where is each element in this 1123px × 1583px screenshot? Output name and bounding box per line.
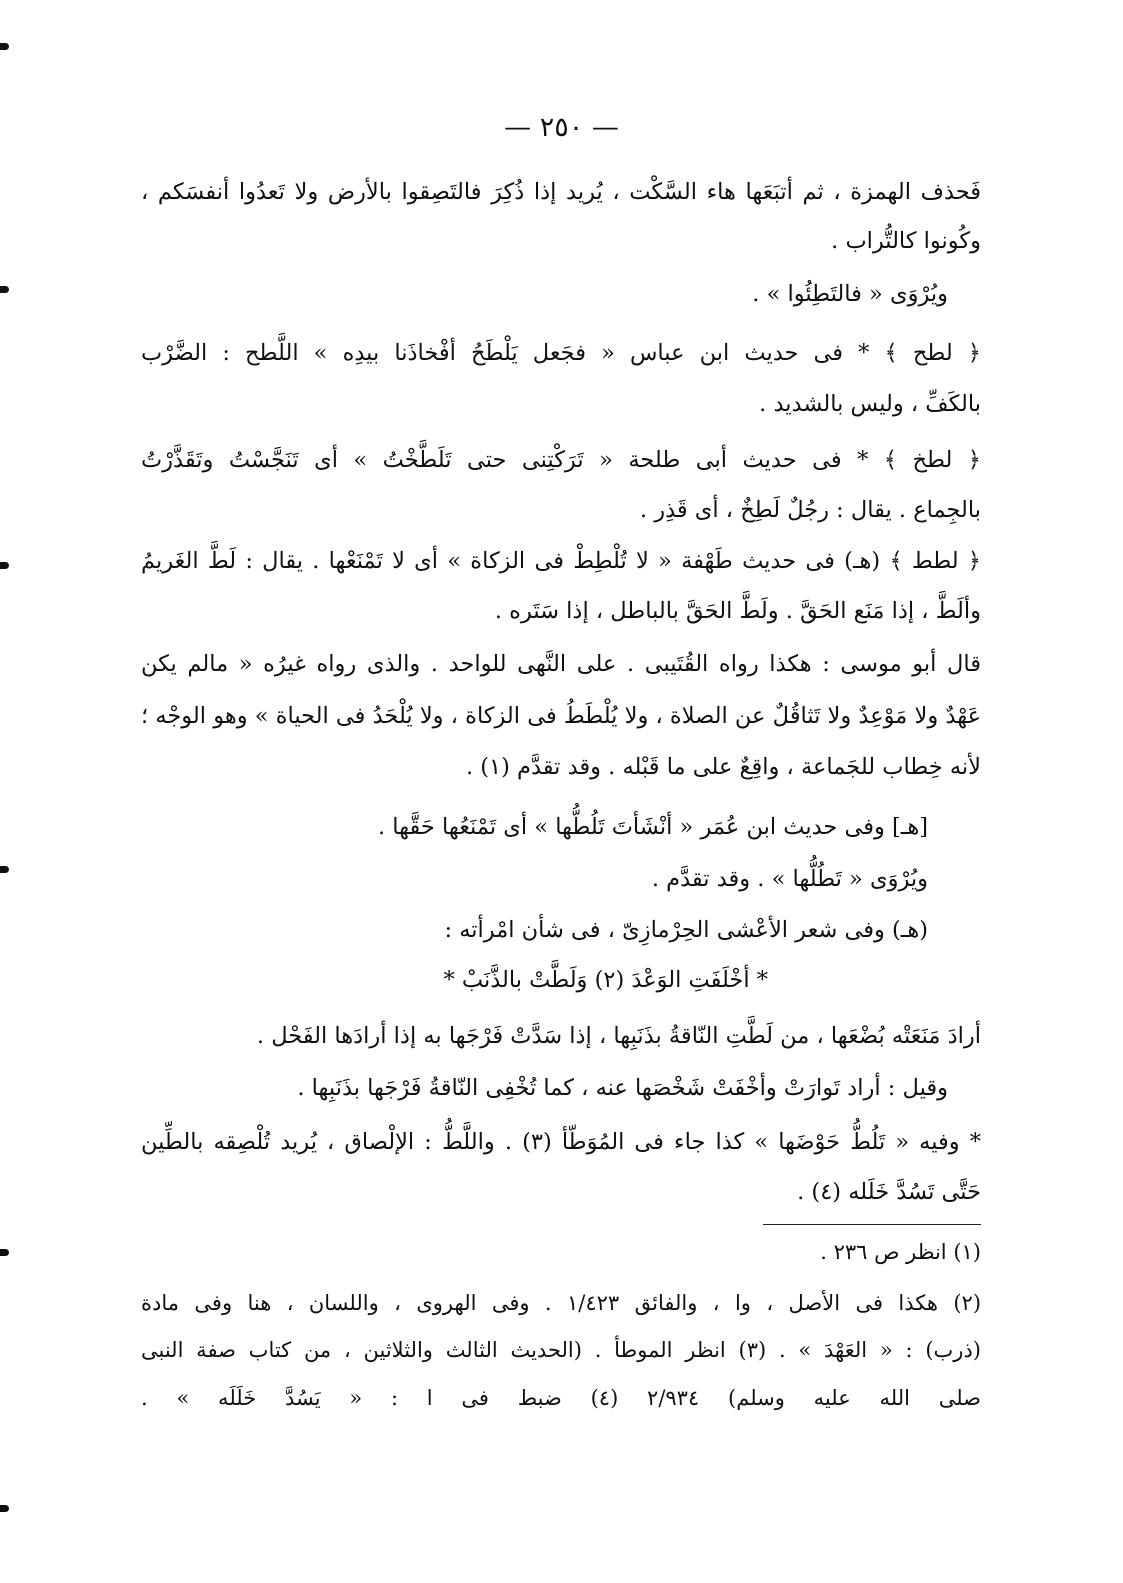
text-line: حَتَّى تَسُدَّ خَلَله (٤) . — [797, 1179, 981, 1205]
text-line: * وفيه « تَلُطُّ حَوْضَها » كذا جاء فى المُوَطّأ (٣) . واللَّطُّ : الإلْصاق ، يُريد تُلْصِقه بالطِّين — [141, 1129, 982, 1155]
text-line: أرادَ مَنَعَتْه بُضْعَها ، من لَطَّتِ النّاقةُ بذَنَبِها ، إذا سَدَّتْ فَرْجَها به إذا أرادَها الفَحْل . — [256, 1023, 981, 1049]
margin-mark — [0, 866, 9, 873]
footnote: (١) انظر ص ٢٣٦ . — [820, 1240, 981, 1264]
text-line: بالجِماع . يقال : رجُلٌ لَطِخٌ ، أى قَذِر . — [639, 497, 981, 523]
text-line: ويُرْوَى « تَطُلُّها » . وقد تقدَّم . — [651, 866, 928, 892]
page-number: — ٢٥٠ — — [504, 112, 619, 143]
entry-lth-line: ﴿ لطح ﴾ * فى حديث ابن عباس « فجَعل يَلْطَحُ أفْخاذَنا بيدِه » اللَّطح : الضَّرْب — [141, 340, 981, 366]
text-line: وكُونوا كالتُّراب . — [831, 228, 981, 254]
footnote: (٢) هكذا فى الأصل ، وا ، والفائق ١/٤٢٣ . وفى الهروى ، واللسان ، هنا وفى مادة — [141, 1291, 982, 1315]
text-line: فَحذف الهمزة ، ثم أتبَعَها هاء السَّكْت ، يُريد إذا ذُكِرَ فالتَصِقوا بالأرض ولا تَعدُوا أنفسَكم ، — [141, 179, 981, 205]
margin-mark — [0, 43, 9, 50]
text-line: عَهْدٌ ولا مَوْعِدٌ ولا تَثاقُلٌ عن الصلاة ، ولا يُلْطَطُ فى الزكاة ، ولا يُلْحَدُ فى الحياة » وهو الوجْه ؛ — [141, 703, 981, 729]
text-line: ويُرْوَى « فالتَطِئُوا » . — [752, 281, 948, 307]
margin-mark — [0, 286, 9, 293]
text-line: [هـ] وفى حديث ابن عُمَر « أنْشَأتَ تَلُطُّها » أى تَمْنَعُها حَقَّها . — [378, 814, 928, 840]
text-line: بالكَفِّ ، وليس بالشديد . — [759, 391, 981, 417]
footnote-divider — [763, 1224, 981, 1225]
entry-ltkh-line: ﴿ لطخ ﴾ * فى حديث أبى طلحة « تَرَكْتِنى حتى تَلَطَّخْتُ » أى تَنَجَّسْتُ وتَقَذَّرْتُ — [141, 447, 981, 473]
text-line: وقيل : أراد تَوارَتْ وأخْفَتْ شَخْصَها عنه ، كما تُخْفِى النّاقةُ فَرْجَها بذَنَبِها . — [297, 1075, 948, 1101]
margin-mark — [0, 1505, 9, 1512]
text-line: (هـ) وفى شعر الأعْشى الحِرْمازِىّ ، فى شأن امْرأته : — [444, 917, 928, 943]
margin-mark — [0, 1249, 9, 1256]
footnote: (ذرب) : « العَهْدَ » . (٣) انظر الموطأ . (الحديث الثالث والثلاثين ، من كتاب صفة النبى — [141, 1338, 981, 1362]
margin-mark — [0, 562, 9, 569]
verse-line: * أخْلَفَتِ الوَعْدَ (٢) وَلَطَّتْ بالذَّنَبْ * — [443, 967, 768, 993]
footnote: صلى الله عليه وسلم) ٢/٩٣٤ (٤) ضبط فى ا : « يَسُدَّ خَلَلَه » . — [141, 1386, 981, 1410]
text-line: لأنه خِطاب للجَماعة ، واقِعٌ على ما قَبْله . وقد تقدَّم (١) . — [465, 754, 981, 780]
text-line: وألَطَّ ، إذا مَنَع الحَقَّ . ولَطَّ الحَقَّ بالباطل ، إذا سَتَره . — [494, 598, 981, 624]
text-line: قال أبو موسى : هكذا رواه القُتَيبى . على النَّهى للواحد . والذى رواه غيرُه « مالم يكن — [141, 651, 981, 677]
entry-ltt-line: ﴿ لطط ﴾ (هـ) فى حديث طَهْفة « لا تُلْطِطْ فى الزكاة » أى لا تَمْنَعْها . يقال : لَطَّ الغَريمُ — [141, 548, 981, 574]
